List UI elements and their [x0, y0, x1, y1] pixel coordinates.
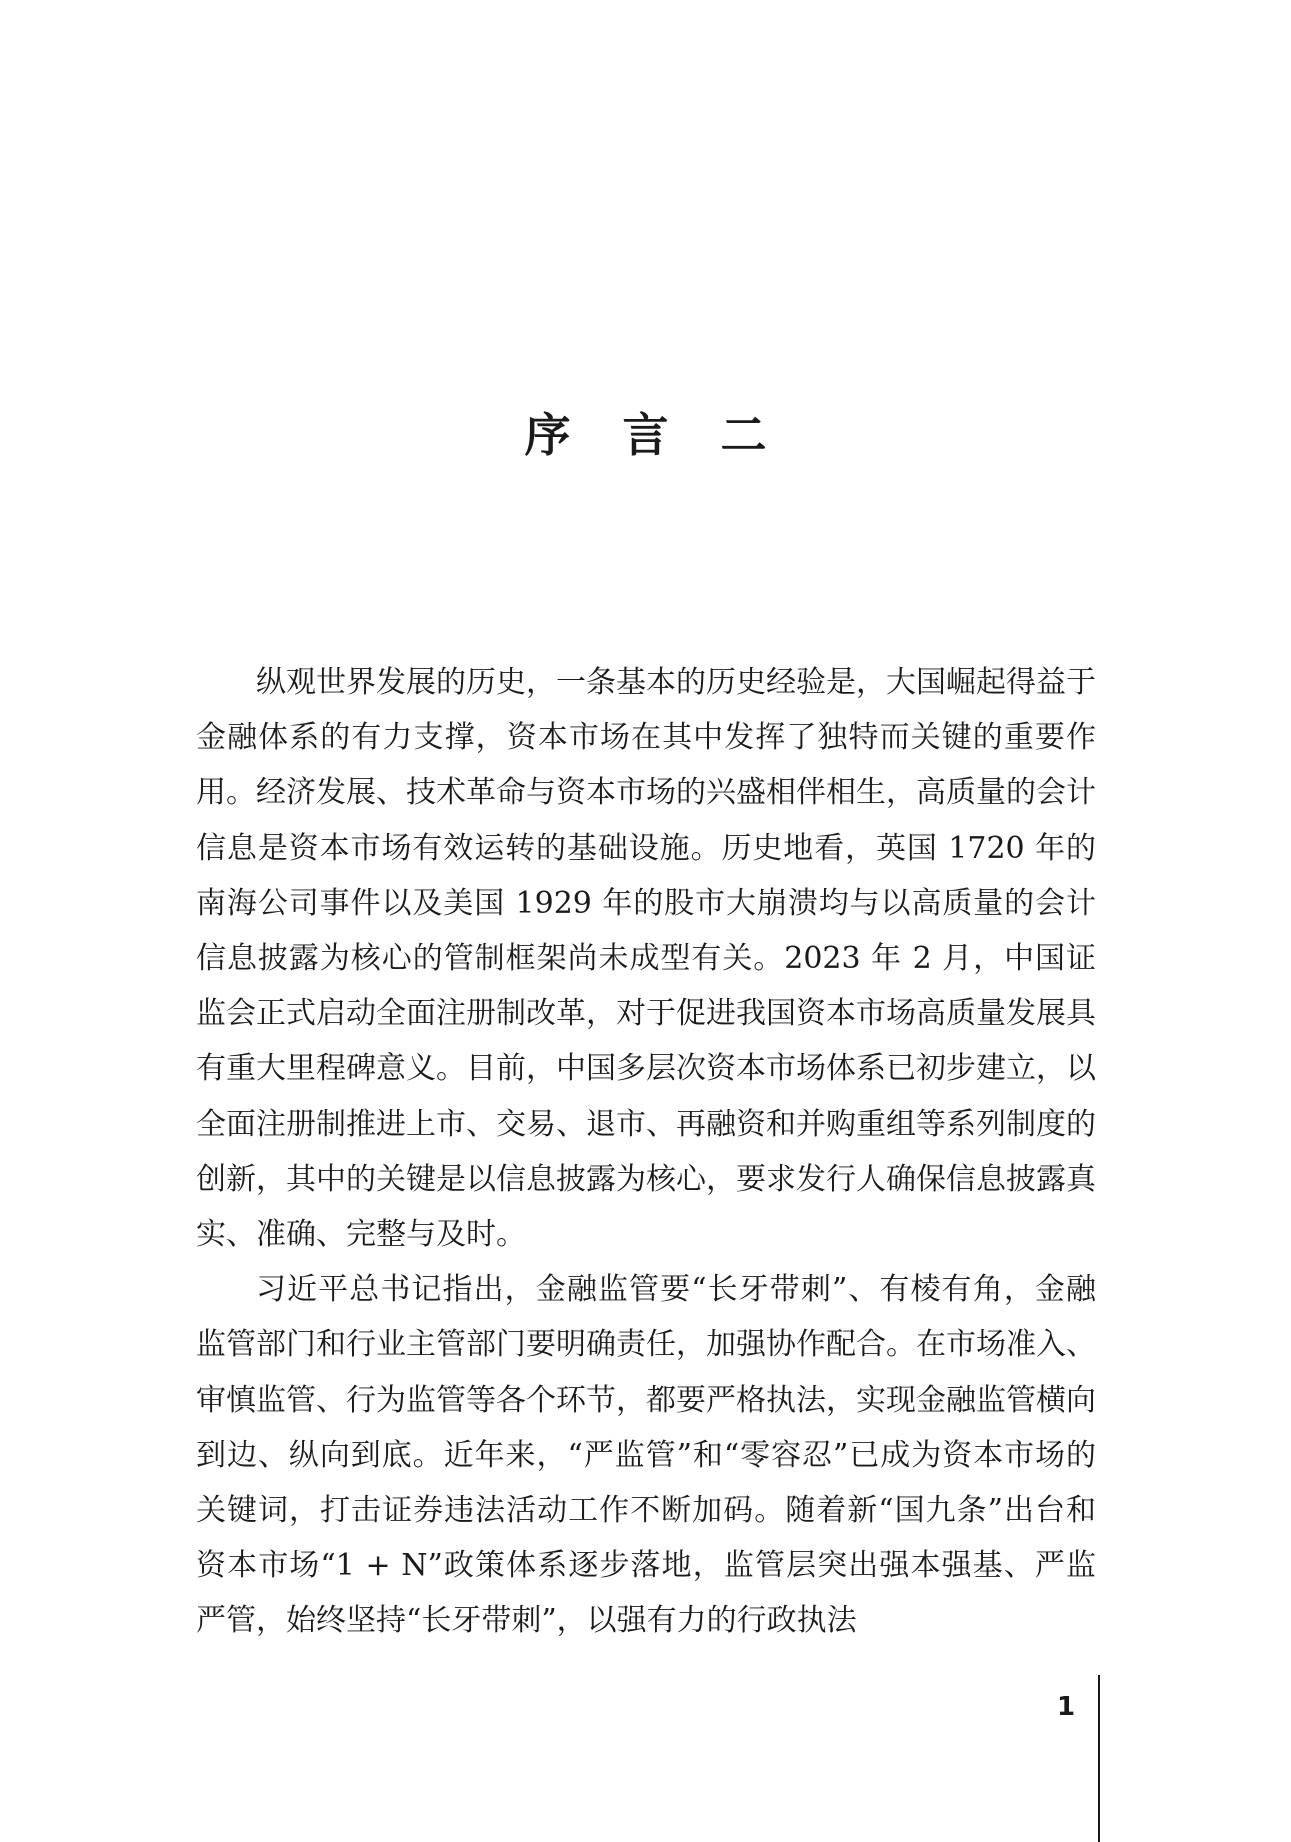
paragraph: 习近平总书记指出，金融监管要“长牙带刺”、有棱有角，金融监管部门和行业主管部门要明确责任，加强协作配合。在市场准入、审慎监管、行为监管等各个环节，都要严格执法，实现金融监管横向到边、纵向到底。近年来，“严监管”和“零容忍”已成为资本市场的关键词，打击证券违法活动工作不断加码。随着新“国九条”出台和资本市场“1 + N”政策体系逐步落地，监管层突出强本强基、严监严管，始终坚持“长牙带刺”，以强有力的行政执法 [196, 1272, 1096, 1639]
body-text [196, 655, 1096, 1649]
paragraph: 纵观世界发展的历史，一条基本的历史经验是，大国崛起得益于金融体系的有力支撑，资本市场在其中发挥了独特而关键的重要作用。经济发展、技术革命与资本市场的兴盛相伴相生，高质量的会计信息是资本市场有效运转的基础设施。历史地看，英国 1720 年的南海公司事件以及美国 1929 年的股市大崩溃均与以高质量的会计信息披露为核心的管制框架尚未成型有关。2023 年 2 月，中国证监会正式启动全面注册制改革，对于促进我国资本市场高质量发展具有重大里程碑意义。目前，中国多层次资本市场体系已初步建立，以全面注册制推进上市、交易、退市、再融资和并购重组等系列制度的创新，其中的关键是以信息披露为核心，要求发行人确保信息披露真实、准确、完整与及时。 [196, 665, 1096, 1253]
margin-rule [1098, 1675, 1100, 1842]
page-title: 序言二 [524, 408, 819, 462]
page-number: 1 [1056, 1692, 1076, 1722]
